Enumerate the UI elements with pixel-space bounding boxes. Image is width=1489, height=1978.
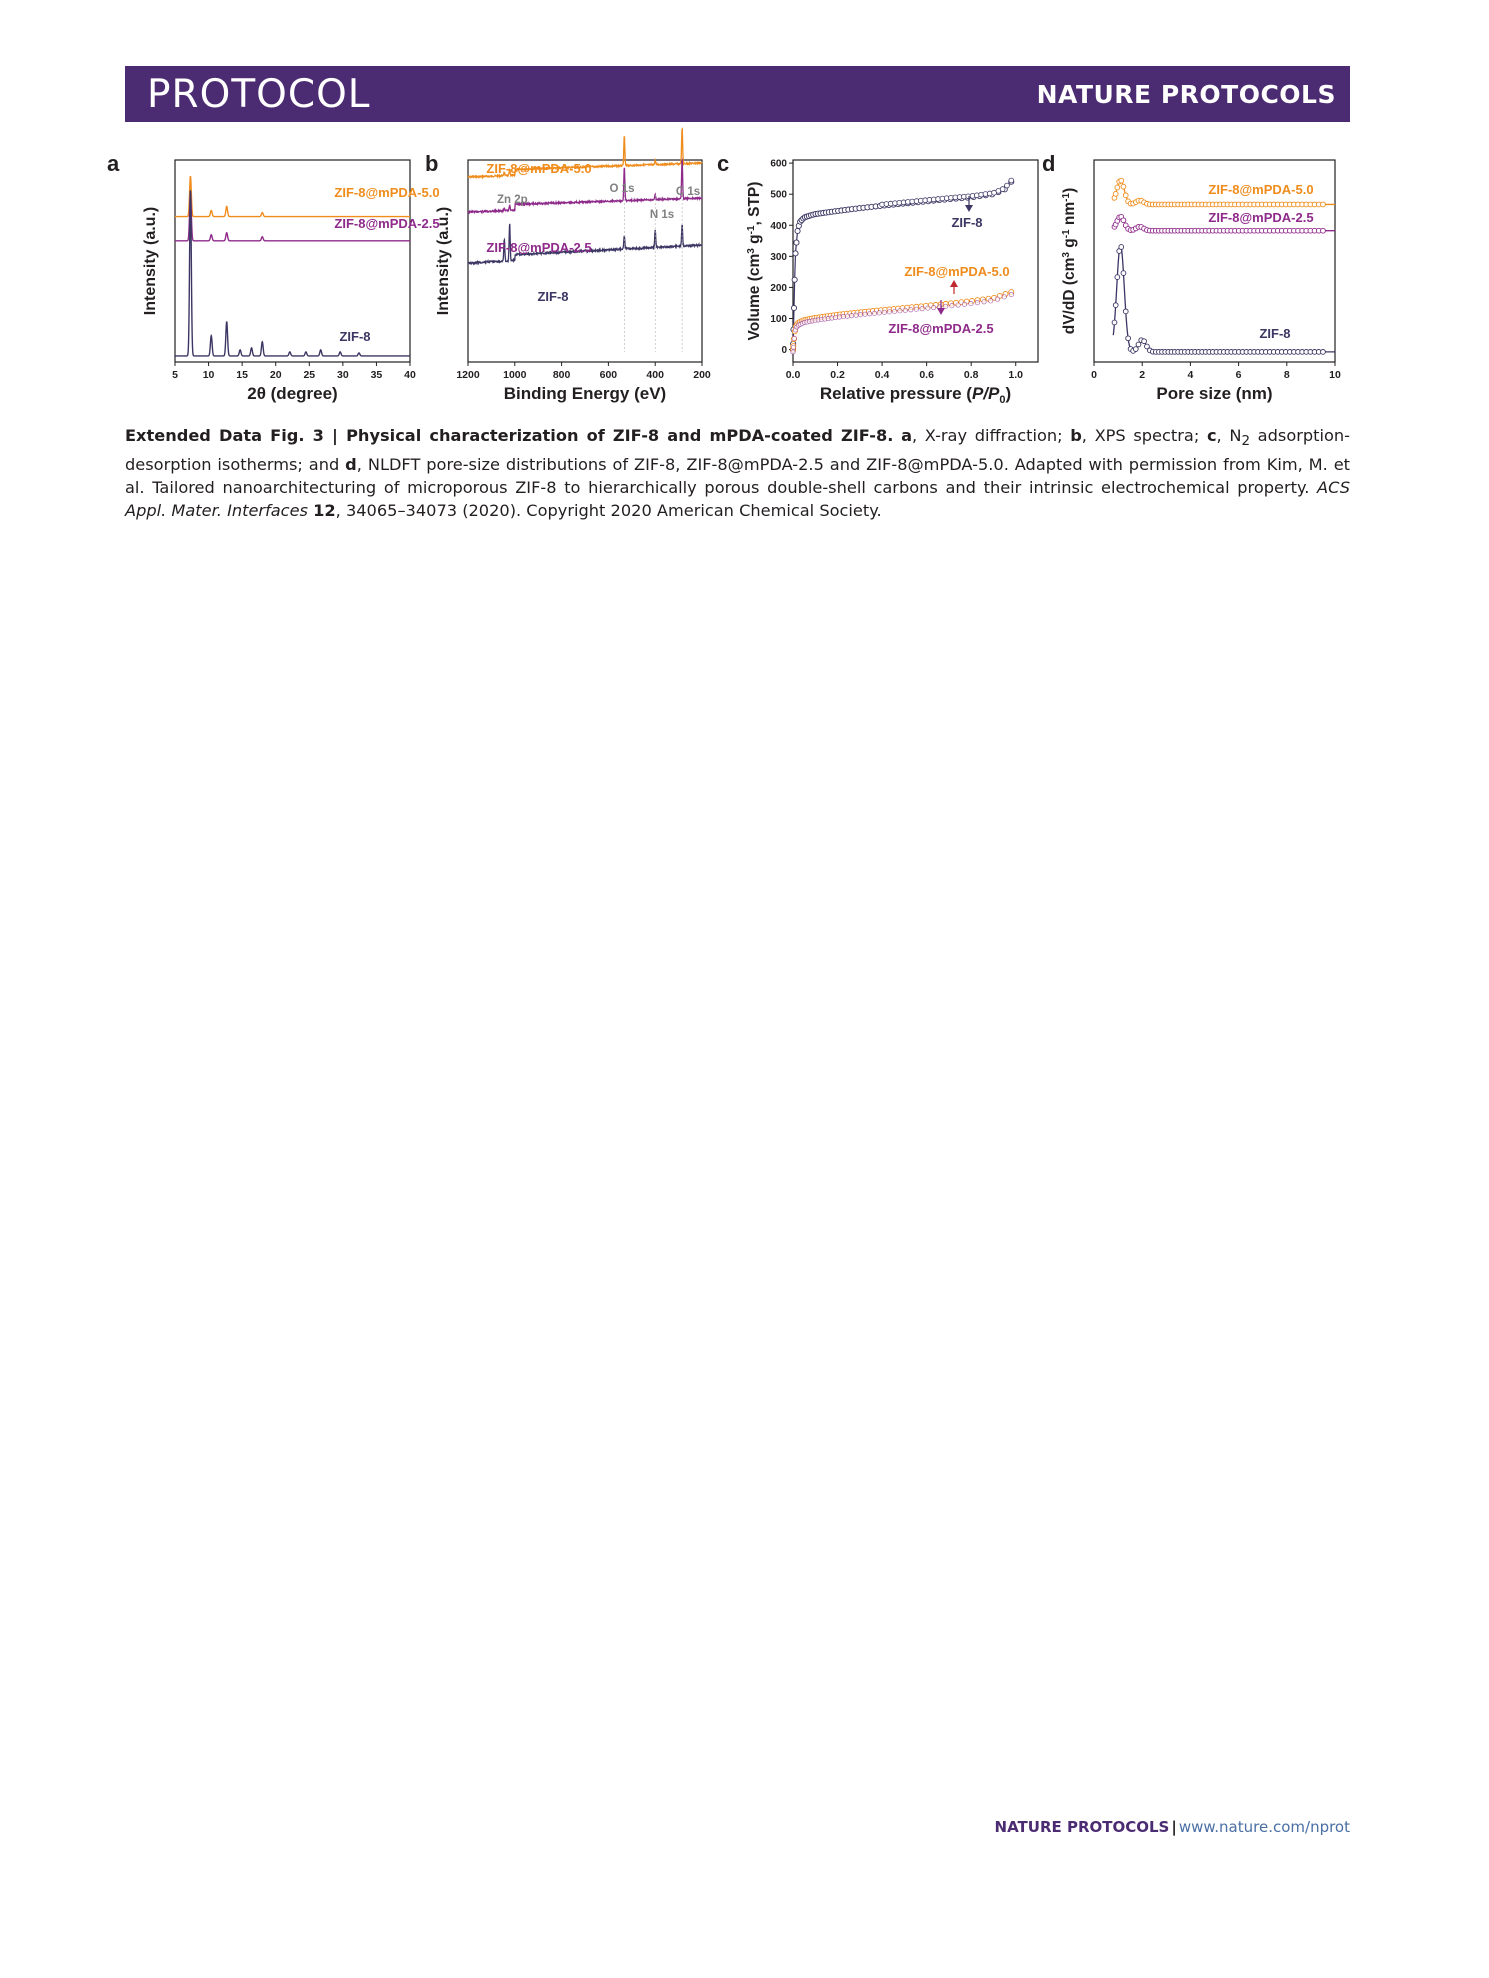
panel-d-xtick-label: 6: [1235, 369, 1242, 381]
ylabel-part: , STP): [746, 181, 763, 226]
isotherm-point-ZIF-8@mPDA-2.5: [863, 312, 867, 316]
panel-c-xtick-label: 0.0: [785, 369, 801, 381]
ylabel-part: g: [1061, 238, 1078, 253]
caption-sub: 2: [1241, 433, 1251, 450]
pore-point-ZIF-8@mPDA-5.0: [1123, 193, 1128, 198]
xps-annotation-o1s: O 1s: [609, 183, 635, 195]
isotherm-point-ZIF-8@mPDA-2.5: [995, 297, 999, 301]
isotherm-point-ZIF-8@mPDA-2.5: [956, 303, 960, 307]
isotherm-point-ZIF-8@mPDA-2.5: [887, 310, 891, 314]
isotherm-point-ZIF-8@mPDA-2.5: [962, 302, 966, 306]
panel-b-xtick-label: 1000: [503, 369, 527, 381]
caption-text-b: , XPS spectra;: [1081, 426, 1207, 445]
isotherm-point-ZIF-8@mPDA-2.5: [892, 309, 896, 313]
pore-curve-ZIF-8: [1113, 245, 1335, 352]
panel-b-xtick-label: 1200: [456, 369, 480, 381]
isotherm-point-ZIF-8@mPDA-2.5: [944, 304, 948, 308]
caption-label-d: d: [345, 455, 357, 475]
caption-label-a: a: [901, 426, 912, 445]
pore-point-ZIF-8: [1133, 347, 1138, 352]
xps-annotation-c1s: C 1s: [675, 186, 701, 198]
pore-point-ZIF-8: [1126, 336, 1131, 341]
isotherm-point-ZIF-8@mPDA-2.5: [920, 306, 924, 310]
header-banner: [125, 66, 1350, 122]
footer-journal: NATURE PROTOCOLS: [994, 1818, 1170, 1836]
caption-text-d: , NLDFT pore-size distributions of ZIF-8, ZIF-8@mPDA-2.5 and ZIF-8@mPDA-5.0. Adapted with permission from Kim, M. et al. Tailored nanoarchitecturing of microporous ZIF-8 to hierarchically porous double-shell carbons and their intrinsic electrochemical property.: [125, 455, 1351, 498]
panel-c-ytick-label: 400: [770, 220, 787, 232]
panel-c-xtick-label: 0.8: [963, 369, 979, 381]
arrow-head-ZIF-8: [965, 205, 973, 212]
caption-label-b: b: [1070, 426, 1082, 445]
isotherm-point-ZIF-8: [794, 240, 799, 245]
panel-c-ytick-label: 600: [770, 158, 787, 170]
panel-a-ylabel: Intensity (a.u.): [142, 206, 159, 316]
panel-d-xlabel: Pore size (nm): [1156, 384, 1273, 403]
pore-point-ZIF-8@mPDA-2.5: [1121, 218, 1126, 223]
footer-url[interactable]: www.nature.com/nprot: [1178, 1818, 1350, 1836]
pore-point-ZIF-8: [1123, 309, 1128, 314]
arrow-head-ZIF-8@mPDA-5.0: [950, 280, 958, 287]
xlabel-part: 0: [999, 394, 1006, 406]
isotherm-point-ZIF-8@mPDA-2.5: [1009, 292, 1013, 296]
ylabel-part: ): [1061, 187, 1078, 193]
isotherm-point-ZIF-8@mPDA-2.5: [975, 301, 979, 305]
panel-letter-c: c: [717, 151, 730, 176]
ylabel-part: nm: [1061, 201, 1078, 230]
xlabel-part: Relative pressure (: [819, 384, 972, 403]
isotherm-point-ZIF-8@mPDA-2.5: [969, 301, 973, 305]
panel-b-ylabel: Intensity (a.u.): [435, 206, 452, 316]
isotherm-point-ZIF-8@mPDA-2.5: [982, 300, 986, 304]
series-label-ZIF-8@mPDA-5.0: ZIF-8@mPDA-5.0: [334, 185, 440, 200]
isotherm-point-ZIF-8@mPDA-2.5: [950, 304, 954, 308]
isotherm-point-ZIF-8@mPDA-2.5: [909, 308, 913, 312]
isotherm-point-ZIF-8: [793, 251, 798, 256]
panel-b-xtick-label: 400: [646, 369, 664, 381]
isotherm-point-ZIF-8@mPDA-2.5: [926, 306, 930, 310]
isotherm-point-ZIF-8: [1009, 178, 1014, 183]
panel-a-xtick-label: 10: [202, 369, 215, 381]
pore-point-ZIF-8: [1119, 245, 1124, 250]
panel-a-xtick-label: 15: [236, 369, 248, 381]
panel-a-xtick-label: 30: [337, 369, 349, 381]
series-label-ZIF-8: ZIF-8: [1259, 326, 1291, 341]
caption-lead: Extended Data Fig. 3 | Physical characterization of ZIF-8 and mPDA-coated ZIF-8.: [125, 426, 894, 445]
caption-text-c1: , N: [1216, 426, 1242, 445]
isotherm-point-ZIF-8@mPDA-2.5: [903, 308, 907, 312]
isotherm-point-ZIF-8@mPDA-2.5: [872, 311, 876, 315]
panel-b-xtick-label: 200: [693, 369, 711, 381]
figure-charts: [107, 145, 1350, 420]
pore-point-ZIF-8: [1113, 303, 1118, 308]
ylabel-part: Volume (cm: [746, 253, 763, 341]
caption-text-a: , X-ray diffraction;: [912, 426, 1071, 445]
panel-a-xtick-label: 5: [172, 369, 178, 381]
panel-d-xtick-label: 4: [1187, 369, 1194, 381]
panel-d-xtick-label: 0: [1091, 369, 1097, 381]
pore-point-ZIF-8@mPDA-5.0: [1121, 184, 1126, 189]
pore-point-ZIF-8: [1321, 350, 1326, 355]
panel-letter-b: b: [425, 151, 439, 176]
series-label-ZIF-8: ZIF-8: [537, 289, 569, 304]
panel-c-ytick-label: 500: [770, 189, 787, 201]
series-label-ZIF-8@mPDA-5.0: ZIF-8@mPDA-5.0: [1208, 182, 1314, 197]
pore-point-ZIF-8@mPDA-5.0: [1119, 178, 1124, 183]
journal-name: NATURE PROTOCOLS: [1036, 80, 1336, 109]
panel-c-xtick-label: 1.0: [1008, 369, 1024, 381]
caption-journal: ACS Appl. Mater. Interfaces: [125, 478, 1350, 521]
panel-b-xtick-label: 800: [552, 369, 571, 381]
isotherm-point-ZIF-8@mPDA-2.5: [988, 299, 992, 303]
isotherm-point-ZIF-8@mPDA-2.5: [914, 307, 918, 311]
panel-c-xtick-label: 0.4: [874, 369, 890, 381]
figure-caption: [125, 424, 1350, 522]
isotherm-point-ZIF-8: [795, 228, 800, 233]
series-label-ZIF-8@mPDA-2.5: ZIF-8@mPDA-2.5: [1208, 210, 1314, 225]
panel-d-ylabel: [1061, 188, 1078, 335]
ylabel-part: g: [746, 234, 763, 249]
isotherm-point-ZIF-8@mPDA-2.5: [898, 309, 902, 313]
series-label-ZIF-8@mPDA-2.5: ZIF-8@mPDA-2.5: [888, 321, 994, 336]
panel-a-xtick-label: 20: [269, 369, 282, 381]
isotherm-point-ZIF-8: [1000, 187, 1005, 192]
panel-b-xlabel: Binding Energy (eV): [503, 384, 667, 403]
pore-point-ZIF-8: [1115, 275, 1120, 280]
section-label: PROTOCOL: [147, 72, 371, 117]
isotherm-point-ZIF-8@mPDA-2.5: [845, 314, 849, 318]
isotherm-point-ZIF-8@mPDA-2.5: [867, 312, 871, 316]
pore-point-ZIF-8: [1142, 339, 1147, 344]
isotherm-point-ZIF-8: [1005, 183, 1010, 188]
isotherm-point-ZIF-8@mPDA-2.5: [858, 313, 862, 317]
isotherm-point-ZIF-8@mPDA-2.5: [877, 311, 881, 315]
isotherm-point-ZIF-8@mPDA-2.5: [1002, 295, 1006, 299]
series-label-ZIF-8@mPDA-5.0: ZIF-8@mPDA-5.0: [486, 161, 592, 176]
panel-d-xtick-label: 2: [1139, 369, 1146, 381]
ylabel-part: dV/dD (cm: [1061, 257, 1078, 335]
pore-point-ZIF-8@mPDA-5.0: [1321, 202, 1326, 207]
isotherm-point-ZIF-8@mPDA-2.5: [841, 314, 845, 318]
isotherm-point-ZIF-8: [792, 277, 797, 282]
isotherm-point-ZIF-8@mPDA-2.5: [849, 313, 853, 317]
panel-c-ylabel: [746, 182, 763, 341]
panel-letter-a: a: [107, 151, 120, 176]
ylabel-part: 3: [746, 248, 757, 254]
panel-a-xtick-label: 40: [404, 369, 416, 381]
pore-point-ZIF-8@mPDA-2.5: [1321, 228, 1326, 233]
panel-a-xlabel: 2θ (degree): [247, 384, 338, 403]
isotherm-point-ZIF-8@mPDA-2.5: [882, 310, 886, 314]
pore-point-ZIF-8@mPDA-5.0: [1115, 185, 1120, 190]
panel-c-ytick-label: 100: [770, 313, 787, 325]
panel-c-ytick-label: 300: [770, 251, 787, 263]
pore-point-ZIF-8: [1112, 320, 1117, 325]
pore-point-ZIF-8@mPDA-5.0: [1113, 191, 1118, 196]
xlabel-part: ): [1005, 384, 1012, 403]
panel-c-xlabel: [820, 384, 1011, 406]
series-label-ZIF-8@mPDA-2.5: ZIF-8@mPDA-2.5: [334, 216, 440, 231]
panel-d-xtick-label: 8: [1283, 369, 1290, 381]
series-label-ZIF-8@mPDA-5.0: ZIF-8@mPDA-5.0: [904, 264, 1010, 279]
panel-d-xtick-label: 10: [1329, 369, 1341, 381]
isotherm-point-ZIF-8@mPDA-2.5: [792, 336, 796, 340]
panel-c-xtick-label: 0.2: [830, 369, 845, 381]
xlabel-part: P/P: [971, 384, 1000, 403]
isotherm-point-ZIF-8@mPDA-2.5: [854, 313, 858, 317]
caption-rest: , 34065–34073 (2020). Copyright 2020 American Chemical Society.: [335, 501, 882, 521]
ylabel-part: -1: [1061, 192, 1072, 202]
caption-label-c: c: [1206, 426, 1217, 445]
panel-a-xtick-label: 25: [303, 369, 316, 381]
isotherm-point-ZIF-8@mPDA-2.5: [791, 350, 795, 354]
panel-c-xtick-label: 0.6: [919, 369, 934, 381]
footer-separator: |: [1171, 1818, 1177, 1836]
xps-annotation-zn2p: Zn 2p: [497, 194, 528, 206]
figure: [107, 145, 1350, 420]
xps-annotation-n1s: N 1s: [649, 209, 675, 221]
ylabel-part: -1: [746, 225, 757, 235]
page-footer: [995, 1818, 1350, 1836]
isotherm-point-ZIF-8@mPDA-2.5: [932, 305, 936, 309]
panel-c-ytick-label: 200: [770, 282, 787, 294]
panel-b-xtick-label: 600: [599, 369, 618, 381]
caption-volume: 12: [313, 501, 336, 521]
series-label-ZIF-8@mPDA-2.5: ZIF-8@mPDA-2.5: [486, 240, 592, 255]
panel-letter-d: d: [1042, 151, 1056, 176]
series-label-ZIF-8: ZIF-8: [339, 329, 371, 344]
caption-text-c2: adsorption-desorption isotherms; and: [125, 426, 1350, 475]
panel-a-xtick-label: 35: [370, 369, 383, 381]
isotherm-point-ZIF-8: [791, 305, 796, 310]
isotherm-point-ZIF-8@mPDA-2.5: [791, 345, 795, 349]
series-label-ZIF-8: ZIF-8: [951, 215, 983, 230]
pore-point-ZIF-8: [1121, 271, 1126, 276]
ylabel-part: 3: [1061, 252, 1072, 258]
ylabel-part: -1: [1061, 229, 1072, 239]
panel-c-ytick-label: 0: [781, 345, 787, 357]
arrow-head-ZIF-8@mPDA-2.5: [937, 308, 945, 315]
